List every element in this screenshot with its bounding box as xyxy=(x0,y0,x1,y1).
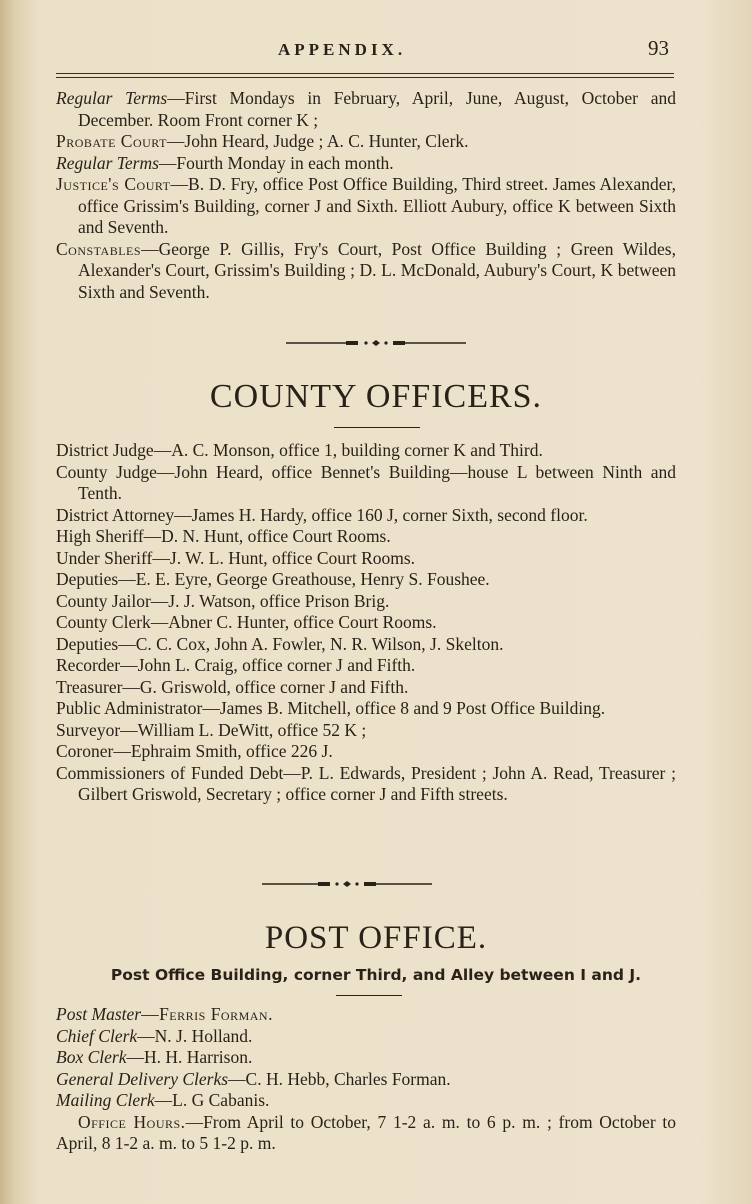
county-officer-entry: Under Sheriff—J. W. L. Hunt, office Court Rooms. xyxy=(56,547,416,568)
post-office-heading: POST OFFICE. xyxy=(264,920,488,956)
county-officer-entry: Coroner—Ephraim Smith, office 226 J. xyxy=(56,741,333,761)
court-entry-lead: Regular Terms xyxy=(56,152,159,173)
ornament-divider-1 xyxy=(286,337,466,349)
post-office-entry xyxy=(56,1090,676,1112)
county-officer-entry: County Judge—John Heard, office Bennet's Building—house L between Ninth and Tenth. xyxy=(56,461,676,503)
post-office-entry xyxy=(56,1069,676,1091)
page-number: 93 xyxy=(648,36,669,60)
post-office-entry xyxy=(56,1026,676,1048)
office-hours xyxy=(56,1112,676,1155)
court-entry xyxy=(56,174,676,239)
running-head xyxy=(0,36,752,66)
county-officer-entry: Public Administrator—James B. Mitchell, office 8 and 9 Post Office Building. xyxy=(56,698,606,718)
post-office-role: Mailing Clerk xyxy=(56,1090,155,1110)
county-officer-entry: County Clerk—Abner C. Hunter, office Court Rooms. xyxy=(56,612,437,632)
ornament-divider-2 xyxy=(262,878,432,890)
header-rule-bottom xyxy=(56,77,674,78)
courts-section xyxy=(56,88,676,303)
county-officer-entry: Recorder—John L. Craig, office corner J and Fifth. xyxy=(56,655,416,675)
county-officers-heading: COUNTY OFFICERS. xyxy=(209,378,543,415)
post-office-name: —C. H. Hebb, Charles Forman. xyxy=(228,1068,451,1089)
post-office-name: —H. H. Harrison. xyxy=(126,1047,253,1067)
county-officer-entry: High Sheriff—D. N. Hunt, office Court Rooms. xyxy=(56,526,391,546)
county-officer-entry: Deputies—C. C. Cox, John A. Fowler, N. R. Wilson, J. Skelton. xyxy=(56,633,504,654)
county-officer-entry: Commissioners of Funded Debt—P. L. Edwards, President ; John A. Read, Treasurer ; Gilbert Griswold, Secretary ; office corner J and Fifth streets. xyxy=(56,762,676,804)
county-officer-entry: District Judge—A. C. Monson, office 1, building corner K and Third. xyxy=(56,440,543,460)
court-entry-lead: Regular Terms xyxy=(56,88,168,108)
post-office-role: Box Clerk xyxy=(56,1047,127,1067)
county-officer-entry: District Attorney—James H. Hardy, office 160 J, corner Sixth, second floor. xyxy=(56,504,588,525)
court-entry-text: —B. D. Fry, office Post Office Building, Third street. James Alexander, office Grissim's Building, corner J and Sixth. Elliott Aubury, office K between Sixth and Seventh. xyxy=(78,174,676,237)
county-officer-entry: Deputies—E. E. Eyre, George Greathouse, Henry S. Foushee. xyxy=(56,569,490,589)
post-office-subheading: Post Office Building, corner Third, and Alley between I and J. xyxy=(110,966,642,984)
court-entry xyxy=(56,153,676,175)
post-office-entry xyxy=(56,1004,676,1026)
county-heading-rule xyxy=(334,427,420,428)
court-entry-lead: Justice's Court xyxy=(56,174,171,194)
post-office-name: —Ferris Forman. xyxy=(141,1004,273,1024)
court-entry-text: —George P. Gillis, Fry's Court, Post Office Building ; Green Wildes, Alexander's Court, Grissim's Building ; D. L. McDonald, Aubury's Court, K between Sixth and Seventh. xyxy=(78,238,676,302)
court-entry-text: —Fourth Monday in each month. xyxy=(158,152,394,173)
court-entry xyxy=(56,88,676,131)
header-rule-top xyxy=(56,73,674,74)
office-hours-lead: Office Hours. xyxy=(78,1111,186,1132)
court-entry xyxy=(56,131,676,153)
county-officer-entry: Treasurer—G. Griswold, office corner J and Fifth. xyxy=(56,676,409,697)
court-entry-text: —First Mondays in February, April, June, August, October and December. Room Front corner K ; xyxy=(78,88,676,130)
court-entry-lead: Probate Court xyxy=(56,131,167,151)
court-entry xyxy=(56,239,676,304)
post-office-name: —L. G Cabanis. xyxy=(154,1090,270,1110)
post-office-entry xyxy=(56,1047,676,1069)
post-office-role: General Delivery Clerks xyxy=(56,1068,229,1089)
post-office-name: —N. J. Holland. xyxy=(137,1025,253,1046)
post-office-list xyxy=(56,1004,676,1155)
post-office-role: Post Master xyxy=(56,1004,142,1024)
office-hours-text: —From April to October, 7 1-2 a. m. to 6 p. m. ; from October to April, 8 1-2 a. m. to 5 1-2 p. m. xyxy=(56,1111,676,1153)
court-entry-text: —John Heard, Judge ; A. C. Hunter, Clerk. xyxy=(166,131,469,151)
county-officer-entry: Surveyor—William L. DeWitt, office 52 K ; xyxy=(56,719,367,740)
county-officers-list xyxy=(56,440,676,806)
post-office-heading-rule xyxy=(336,995,402,996)
court-entry-lead: Constables xyxy=(56,238,142,259)
county-officer-entry: County Jailor—J. J. Watson, office Prison Brig. xyxy=(56,590,390,611)
post-office-role: Chief Clerk xyxy=(56,1025,138,1046)
running-head-title: APPENDIX. xyxy=(278,40,407,59)
